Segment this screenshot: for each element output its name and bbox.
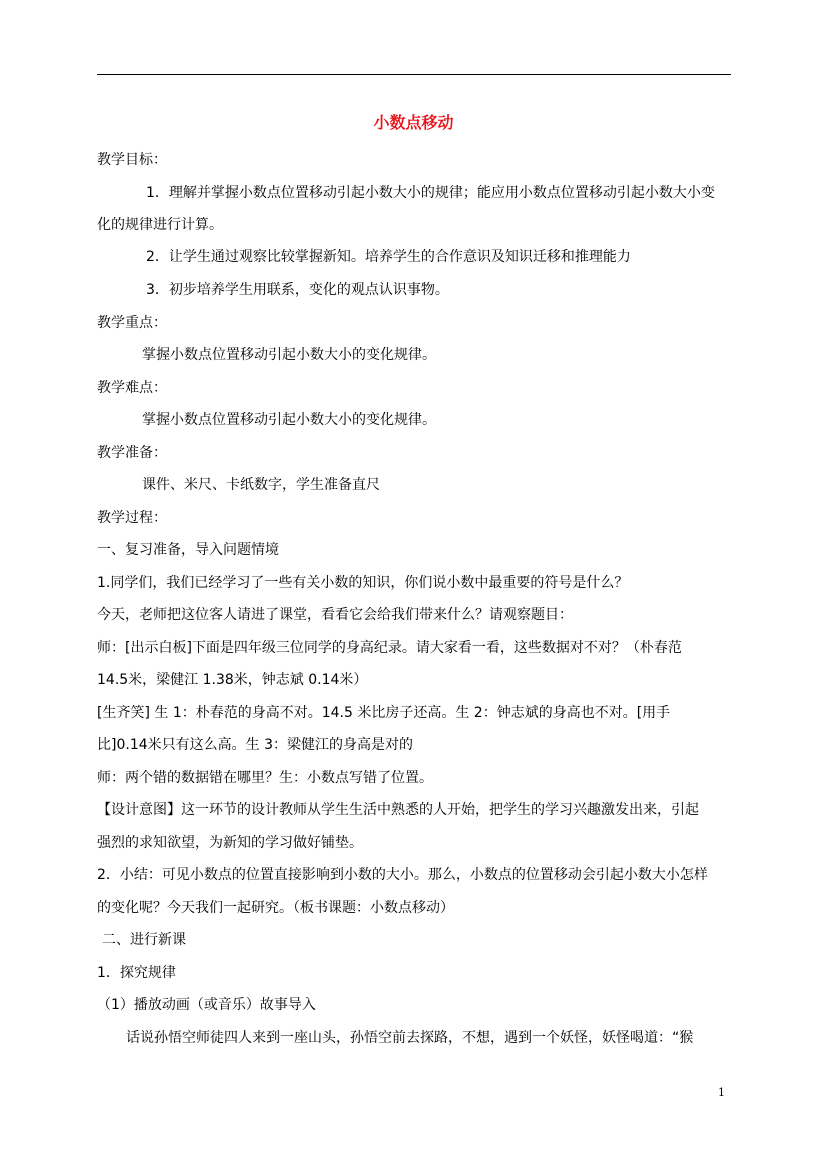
paragraph-line: 二、进行新课 [102, 932, 186, 948]
paragraph-line: 今天，老师把这位客人请进了课堂，看看它会给我们带来什么？请观察题目： [97, 607, 573, 623]
paragraph-line: 【设计意图】这一环节的设计教师从学生生活中熟悉的人开始，把学生的学习兴趣激发出来，引起 [97, 802, 699, 818]
section-heading: 教学目标： [97, 152, 167, 168]
page-number: 1 [718, 1086, 725, 1099]
paragraph-line: 掌握小数点位置移动引起小数大小的变化规律。 [142, 412, 436, 428]
header-rule [97, 74, 731, 75]
paragraph-line: 一、复习准备，导入问题情境 [97, 542, 279, 558]
document-title: 小数点移动 [373, 113, 454, 132]
paragraph-line: 掌握小数点位置移动引起小数大小的变化规律。 [142, 347, 436, 363]
paragraph-line: 师：两个错的数据错在哪里？生：小数点写错了位置。 [97, 770, 433, 786]
paragraph-line: 比]0.14米只有这么高。生 3：梁健江的身高是对的 [97, 737, 413, 753]
paragraph-line: 师：[出示白板]下面是四年级三位同学的身高纪录。请大家看一看，这些数据对不对？（朴春范 [97, 640, 682, 656]
section-heading: 教学过程： [97, 510, 167, 526]
paragraph-line: 2．让学生通过观察比较掌握新知。培养学生的合作意识及知识迁移和推理能力 [146, 249, 631, 265]
paragraph-line: （1）播放动画（或音乐）故事导入 [97, 997, 316, 1013]
paragraph-line: 化的规律进行计算。 [97, 217, 223, 233]
section-heading: 教学重点： [97, 315, 167, 331]
paragraph-line: 课件、米尺、卡纸数字，学生准备直尺 [142, 477, 380, 493]
paragraph-line: [生齐笑] 生 1：朴春范的身高不对。14.5 米比房子还高。生 2：钟志斌的身高也不对。[用手 [97, 705, 671, 721]
paragraph-line: 1.同学们，我们已经学习了一些有关小数的知识，你们说小数中最重要的符号是什么？ [97, 575, 629, 591]
paragraph-line: 的变化呢？今天我们一起研究。（板书课题：小数点移动） [97, 900, 454, 916]
section-heading: 教学难点： [97, 380, 167, 396]
paragraph-line: 14.5米，梁健江 1.38米，钟志斌 0.14米） [97, 672, 368, 688]
section-heading: 教学准备： [97, 445, 167, 461]
paragraph-line: 2．小结：可见小数点的位置直接影响到小数的大小。那么，小数点的位置移动会引起小数大小怎样 [97, 867, 708, 883]
paragraph-line: 1．理解并掌握小数点位置移动引起小数大小的规律；能应用小数点位置移动引起小数大小变 [146, 185, 715, 201]
paragraph-line: 强烈的求知欲望，为新知的学习做好铺垫。 [97, 835, 363, 851]
paragraph-line: 3．初步培养学生用联系，变化的观点认识事物。 [146, 282, 449, 298]
paragraph-line: 1．探究规律 [97, 965, 176, 981]
paragraph-line: 话说孙悟空师徒四人来到一座山头，孙悟空前去探路，不想，遇到一个妖怪，妖怪喝道：“猴 [126, 1030, 694, 1046]
